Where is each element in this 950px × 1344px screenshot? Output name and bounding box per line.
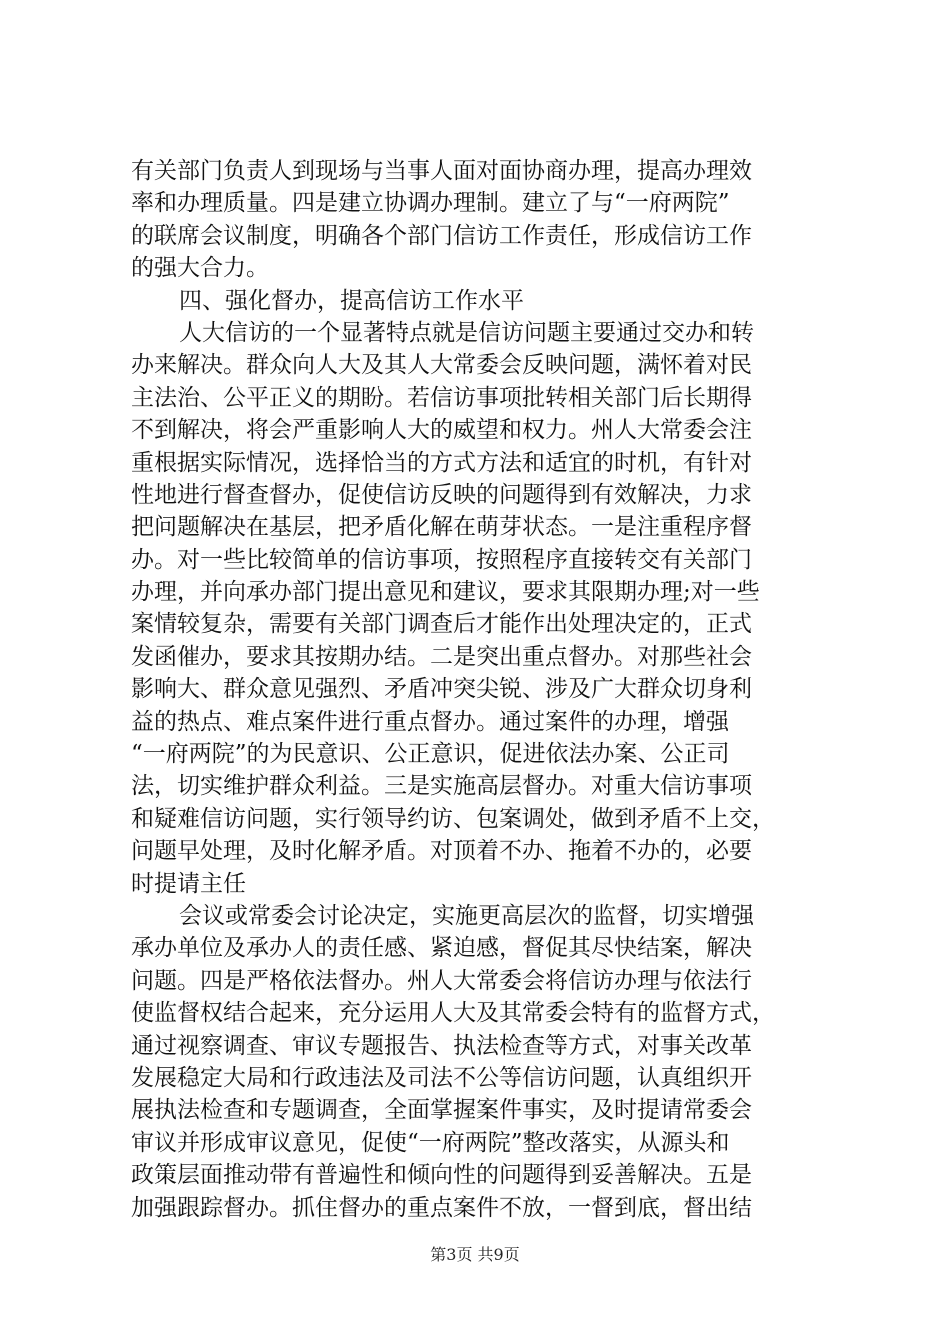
text-line: “一府两院”的为民意识、公正意识，促进依法办案、公正司 [131, 741, 730, 768]
text-line: 办理，并向承办部门提出意见和建议，要求其限期办理;对一些 [131, 579, 760, 606]
text-line: 的强大合力。 [131, 255, 269, 282]
text-line: 主法治、公平正义的期盼。若信访事项批转相关部门后长期得 [131, 384, 752, 411]
text-line: 四、强化督办，提高信访工作水平 [179, 287, 524, 314]
text-line: 问题。四是严格依法督办。州人大常委会将信访办理与依法行 [131, 967, 752, 994]
text-line: 会议或常委会讨论决定，实施更高层次的监督，切实增强 [179, 902, 754, 929]
text-line: 承办单位及承办人的责任感、紧迫感，督促其尽快结案，解决 [131, 935, 752, 962]
text-line: 办。对一些比较简单的信访事项，按照程序直接转交有关部门 [131, 546, 752, 573]
page-number-footer: 第3页 共9页 [430, 1245, 520, 1264]
text-line: 办来解决。群众向人大及其人大常委会反映问题，满怀着对民 [131, 352, 752, 379]
text-line: 性地进行督查督办，促使信访反映的问题得到有效解决，力求 [131, 481, 752, 508]
text-line: 有关部门负责人到现场与当事人面对面协商办理，提高办理效 [131, 158, 752, 184]
text-line: 使监督权结合起来，充分运用人大及其常委会特有的监督方式， [131, 1000, 775, 1027]
text-line: 审议并形成审议意见，促使“一府两院”整改落实，从源头和 [131, 1129, 730, 1156]
text-line: 益的热点、难点案件进行重点督办。通过案件的办理，增强 [131, 708, 729, 735]
text-line: 加强跟踪督办。抓住督办的重点案件不放，一督到底，督出结 [131, 1194, 752, 1221]
text-line: 和疑难信访问题，实行领导约访、包案调处，做到矛盾不上交， [131, 805, 775, 832]
text-line: 展执法检查和专题调查，全面掌握案件事实，及时提请常委会 [131, 1097, 752, 1124]
text-line: 重根据实际情况，选择恰当的方式方法和适宜的时机，有针对 [131, 449, 752, 476]
text-line: 人大信访的一个显著特点就是信访问题主要通过交办和转 [179, 319, 754, 346]
text-line: 政策层面推动带有普遍性和倾向性的问题得到妥善解决。五是 [131, 1162, 752, 1189]
text-line: 的联席会议制度，明确各个部门信访工作责任，形成信访工作 [131, 222, 752, 249]
text-line: 率和办理质量。四是建立协调办理制。建立了与“一府两院” [131, 190, 730, 217]
text-line: 法，切实维护群众利益。三是实施高层督办。对重大信访事项 [131, 773, 752, 800]
text-line: 把问题解决在基层，把矛盾化解在萌芽状态。一是注重程序督 [131, 514, 752, 541]
text-line: 发函催办，要求其按期办结。二是突出重点督办。对那些社会 [131, 643, 752, 670]
text-line: 案情较复杂，需要有关部门调查后才能作出处理决定的，正式 [131, 611, 752, 638]
text-line: 不到解决，将会严重影响人大的威望和权力。州人大常委会注 [131, 417, 752, 444]
text-line: 时提请主任 [131, 870, 246, 897]
text-line: 问题早处理，及时化解矛盾。对顶着不办、拖着不办的，必要 [131, 838, 752, 865]
text-line: 通过视察调查、审议专题报告、执法检查等方式，对事关改革 [131, 1032, 752, 1059]
document-body [131, 155, 831, 1224]
text-line: 影响大、群众意见强烈、矛盾冲突尖锐、涉及广大群众切身利 [131, 676, 752, 703]
text-line: 发展稳定大局和行政违法及司法不公等信访问题，认真组织开 [131, 1064, 752, 1091]
